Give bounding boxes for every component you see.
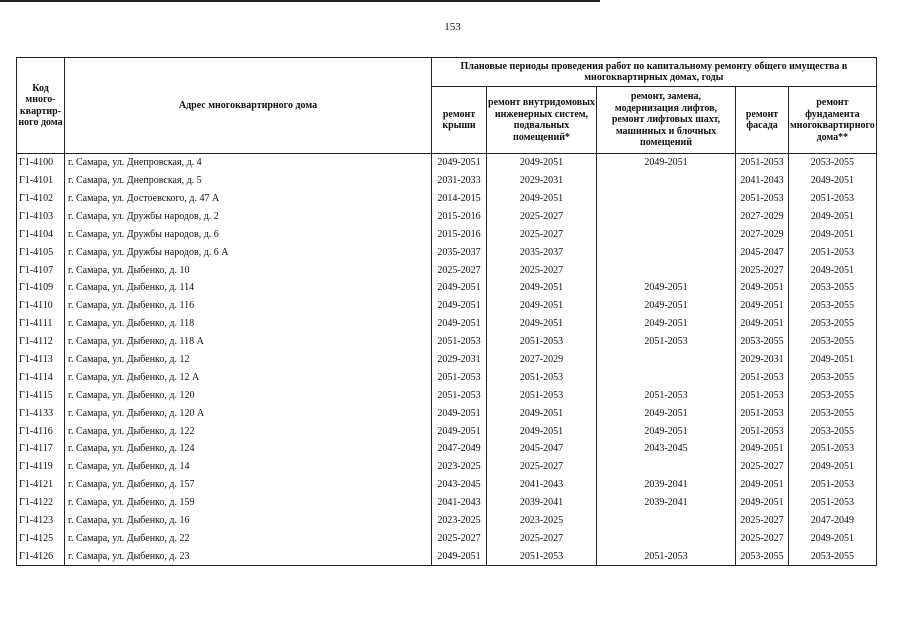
cell-facade: 2049-2051 [736,315,789,333]
cell-lifts [597,351,736,369]
cell-code: Г1-4112 [17,333,65,351]
cell-address: г. Самара, ул. Днепровская, д. 5 [65,172,432,190]
cell-lifts: 2049-2051 [597,404,736,422]
cell-lifts [597,208,736,226]
cell-facade: 2049-2051 [736,494,789,512]
cell-roof: 2043-2045 [432,476,487,494]
cell-roof: 2031-2033 [432,172,487,190]
cell-code: Г1-4116 [17,422,65,440]
cell-roof: 2029-2031 [432,351,487,369]
table-row [17,261,877,279]
table-row [17,548,877,566]
cell-code: Г1-4100 [17,154,65,172]
cell-address: г. Самара, ул. Дыбенко, д. 12 [65,351,432,369]
cell-lifts: 2049-2051 [597,297,736,315]
cell-systems: 2035-2037 [487,243,597,261]
cell-code: Г1-4109 [17,279,65,297]
cell-roof: 2051-2053 [432,369,487,387]
cell-foundation: 2053-2055 [789,333,877,351]
cell-foundation: 2053-2055 [789,548,877,566]
cell-code: Г1-4104 [17,226,65,244]
cell-address: г. Самара, ул. Дыбенко, д. 118 А [65,333,432,351]
cell-code: Г1-4101 [17,172,65,190]
cell-facade: 2049-2051 [736,297,789,315]
header-foundation: ремонт фундамента многоквартирного дома** [789,87,877,154]
cell-facade: 2025-2027 [736,261,789,279]
header-roof: ремонт крыши [432,87,487,154]
cell-lifts [597,226,736,244]
table-row [17,279,877,297]
table-row [17,172,877,190]
table-row [17,226,877,244]
cell-roof: 2049-2051 [432,422,487,440]
cell-address: г. Самара, ул. Дружбы народов, д. 6 А [65,243,432,261]
cell-systems: 2027-2029 [487,351,597,369]
cell-systems: 2045-2047 [487,440,597,458]
cell-lifts: 2051-2053 [597,387,736,405]
cell-systems: 2025-2027 [487,261,597,279]
cell-foundation: 2053-2055 [789,297,877,315]
table-row [17,512,877,530]
cell-code: Г1-4115 [17,387,65,405]
cell-roof: 2049-2051 [432,297,487,315]
cell-address: г. Самара, ул. Дыбенко, д. 120 [65,387,432,405]
table-row [17,530,877,548]
cell-address: г. Самара, ул. Дыбенко, д. 10 [65,261,432,279]
cell-lifts: 2051-2053 [597,333,736,351]
cell-systems: 2049-2051 [487,190,597,208]
cell-address: г. Самара, ул. Дыбенко, д. 22 [65,530,432,548]
cell-facade: 2051-2053 [736,387,789,405]
cell-roof: 2014-2015 [432,190,487,208]
cell-lifts [597,172,736,190]
cell-lifts: 2043-2045 [597,440,736,458]
header-systems: ремонт внутридомовых инженерных систем, подвальных помещений* [487,87,597,154]
cell-roof: 2049-2051 [432,404,487,422]
table-row [17,476,877,494]
cell-foundation: 2051-2053 [789,476,877,494]
cell-lifts: 2049-2051 [597,315,736,333]
cell-code: Г1-4122 [17,494,65,512]
cell-code: Г1-4125 [17,530,65,548]
table-row [17,458,877,476]
cell-systems: 2041-2043 [487,476,597,494]
cell-systems: 2039-2041 [487,494,597,512]
cell-address: г. Самара, ул. Дыбенко, д. 114 [65,279,432,297]
cell-address: г. Самара, ул. Дыбенко, д. 157 [65,476,432,494]
cell-foundation: 2051-2053 [789,494,877,512]
page-number: 153 [444,21,461,33]
cell-foundation: 2049-2051 [789,261,877,279]
cell-facade: 2049-2051 [736,279,789,297]
cell-facade: 2041-2043 [736,172,789,190]
cell-roof: 2041-2043 [432,494,487,512]
cell-systems: 2051-2053 [487,548,597,566]
table-row [17,440,877,458]
cell-code: Г1-4103 [17,208,65,226]
table-row [17,297,877,315]
header-periods: Плановые периоды проведения работ по капитальному ремонту общего имущества в многоквартирных домах, годы [432,58,877,87]
cell-facade: 2051-2053 [736,369,789,387]
cell-facade: 2051-2053 [736,404,789,422]
cell-systems: 2049-2051 [487,404,597,422]
table-row [17,422,877,440]
cell-lifts: 2039-2041 [597,476,736,494]
table-row [17,315,877,333]
cell-facade: 2025-2027 [736,530,789,548]
cell-foundation: 2053-2055 [789,315,877,333]
cell-code: Г1-4133 [17,404,65,422]
table-row [17,190,877,208]
cell-code: Г1-4110 [17,297,65,315]
cell-facade: 2049-2051 [736,440,789,458]
cell-address: г. Самара, ул. Дыбенко, д. 14 [65,458,432,476]
cell-systems: 2049-2051 [487,297,597,315]
cell-facade: 2051-2053 [736,422,789,440]
cell-address: г. Самара, ул. Дыбенко, д. 159 [65,494,432,512]
cell-foundation: 2051-2053 [789,243,877,261]
cell-facade: 2045-2047 [736,243,789,261]
repair-schedule-table [16,57,877,566]
cell-facade: 2025-2027 [736,458,789,476]
cell-systems: 2029-2031 [487,172,597,190]
cell-address: г. Самара, ул. Дыбенко, д. 16 [65,512,432,530]
table-row [17,351,877,369]
cell-address: г. Самара, ул. Дыбенко, д. 116 [65,297,432,315]
cell-foundation: 2051-2053 [789,440,877,458]
top-border-line [0,0,600,2]
cell-code: Г1-4123 [17,512,65,530]
table-row [17,404,877,422]
cell-systems: 2025-2027 [487,208,597,226]
cell-address: г. Самара, ул. Дыбенко, д. 120 А [65,404,432,422]
cell-code: Г1-4121 [17,476,65,494]
cell-systems: 2049-2051 [487,422,597,440]
cell-lifts: 2039-2041 [597,494,736,512]
cell-address: г. Самара, ул. Дружбы народов, д. 2 [65,208,432,226]
cell-systems: 2025-2027 [487,226,597,244]
cell-code: Г1-4105 [17,243,65,261]
cell-roof: 2023-2025 [432,458,487,476]
table-row [17,154,877,172]
cell-systems: 2051-2053 [487,333,597,351]
cell-roof: 2025-2027 [432,261,487,279]
cell-systems: 2023-2025 [487,512,597,530]
cell-foundation: 2049-2051 [789,530,877,548]
cell-roof: 2049-2051 [432,548,487,566]
cell-roof: 2015-2016 [432,208,487,226]
cell-systems: 2051-2053 [487,369,597,387]
cell-systems: 2025-2027 [487,458,597,476]
cell-code: Г1-4102 [17,190,65,208]
cell-code: Г1-4126 [17,548,65,566]
cell-foundation: 2049-2051 [789,351,877,369]
cell-systems: 2049-2051 [487,315,597,333]
cell-facade: 2051-2053 [736,190,789,208]
cell-address: г. Самара, ул. Дыбенко, д. 122 [65,422,432,440]
cell-lifts [597,369,736,387]
cell-lifts [597,243,736,261]
table-row [17,494,877,512]
table-row [17,208,877,226]
header-lifts: ремонт, замена, модернизация лифтов, ремонт лифтовых шахт, машинных и блочных помещений [597,87,736,154]
cell-foundation: 2049-2051 [789,208,877,226]
cell-facade: 2051-2053 [736,154,789,172]
cell-roof: 2047-2049 [432,440,487,458]
header-code: Код много-квартир-ного дома [17,58,65,154]
cell-lifts [597,458,736,476]
cell-foundation: 2053-2055 [789,422,877,440]
cell-foundation: 2053-2055 [789,369,877,387]
cell-roof: 2049-2051 [432,315,487,333]
cell-facade: 2053-2055 [736,548,789,566]
cell-roof: 2025-2027 [432,530,487,548]
cell-lifts [597,190,736,208]
cell-roof: 2049-2051 [432,154,487,172]
cell-roof: 2051-2053 [432,387,487,405]
table-row [17,387,877,405]
cell-code: Г1-4114 [17,369,65,387]
cell-roof: 2051-2053 [432,333,487,351]
cell-lifts [597,261,736,279]
cell-foundation: 2049-2051 [789,172,877,190]
cell-foundation: 2047-2049 [789,512,877,530]
header-address: Адрес многоквартирного дома [65,58,432,154]
cell-systems: 2049-2051 [487,279,597,297]
cell-facade: 2029-2031 [736,351,789,369]
cell-systems: 2049-2051 [487,154,597,172]
cell-roof: 2023-2025 [432,512,487,530]
cell-lifts: 2049-2051 [597,422,736,440]
cell-roof: 2035-2037 [432,243,487,261]
cell-address: г. Самара, ул. Дружбы народов, д. 6 [65,226,432,244]
cell-lifts [597,530,736,548]
table-row [17,333,877,351]
cell-facade: 2027-2029 [736,208,789,226]
cell-address: г. Самара, ул. Дыбенко, д. 118 [65,315,432,333]
cell-foundation: 2049-2051 [789,458,877,476]
cell-code: Г1-4111 [17,315,65,333]
cell-code: Г1-4107 [17,261,65,279]
cell-lifts: 2049-2051 [597,279,736,297]
cell-code: Г1-4119 [17,458,65,476]
cell-lifts [597,512,736,530]
cell-lifts: 2049-2051 [597,154,736,172]
cell-code: Г1-4117 [17,440,65,458]
cell-systems: 2025-2027 [487,530,597,548]
cell-facade: 2053-2055 [736,333,789,351]
table-row [17,369,877,387]
cell-facade: 2025-2027 [736,512,789,530]
cell-roof: 2049-2051 [432,279,487,297]
cell-address: г. Самара, ул. Дыбенко, д. 12 А [65,369,432,387]
cell-lifts: 2051-2053 [597,548,736,566]
table-body [17,154,877,566]
cell-systems: 2051-2053 [487,387,597,405]
cell-foundation: 2053-2055 [789,279,877,297]
cell-foundation: 2049-2051 [789,226,877,244]
cell-address: г. Самара, ул. Достоевского, д. 47 А [65,190,432,208]
cell-roof: 2015-2016 [432,226,487,244]
table-row [17,243,877,261]
cell-foundation: 2053-2055 [789,387,877,405]
header-facade: ремонт фасада [736,87,789,154]
cell-address: г. Самара, ул. Дыбенко, д. 124 [65,440,432,458]
cell-facade: 2049-2051 [736,476,789,494]
cell-foundation: 2051-2053 [789,190,877,208]
cell-foundation: 2053-2055 [789,154,877,172]
cell-code: Г1-4113 [17,351,65,369]
cell-facade: 2027-2029 [736,226,789,244]
cell-address: г. Самара, ул. Дыбенко, д. 23 [65,548,432,566]
cell-foundation: 2053-2055 [789,404,877,422]
cell-address: г. Самара, ул. Днепровская, д. 4 [65,154,432,172]
